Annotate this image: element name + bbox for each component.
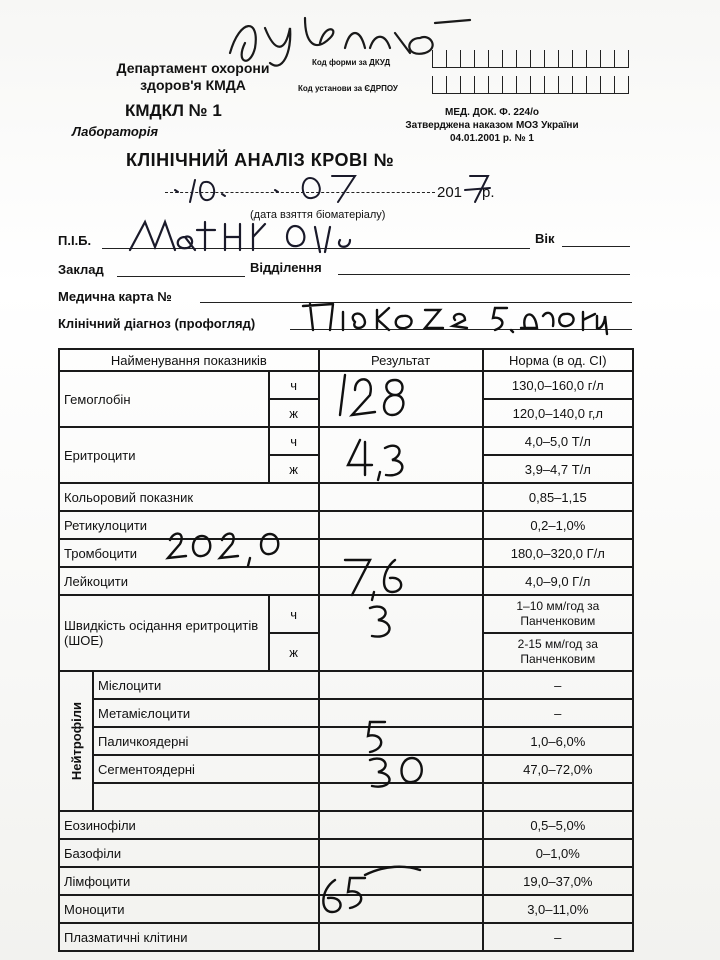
- header-result: Результат: [319, 349, 483, 371]
- table-row: Моноцити 3,0–11,0%: [59, 895, 633, 923]
- hospital-name: КМДКЛ № 1: [125, 101, 222, 120]
- diagnosis-label: Клінічний діагноз (профогляд): [58, 316, 256, 331]
- table-row: ж 120,0–140,0 г,л: [59, 399, 633, 427]
- table-row: Гемоглобін ч 130,0–160,0 г/л: [59, 371, 633, 399]
- department-field[interactable]: [338, 274, 630, 275]
- table-row: Базофіли 0–1,0%: [59, 839, 633, 867]
- table-row: Лейкоцити 4,0–9,0 Г/л: [59, 567, 633, 595]
- age-label: Вік: [535, 231, 555, 246]
- header-indicator: Найменування показників: [59, 349, 319, 371]
- table-row: ж 2-15 мм/год за Панченковим: [59, 633, 633, 671]
- med-doc-code: МЕД. ДОК. Ф. 224/о: [445, 107, 539, 118]
- neutrophils-group: Нейтрофіли: [59, 671, 93, 811]
- table-row: ж 3,9–4,7 Т/л: [59, 455, 633, 483]
- table-row: Плазматичні клітини –: [59, 923, 633, 951]
- handwritten-diagnosis: [285, 292, 685, 347]
- department-name-line2: здоров'я КМДА: [140, 77, 246, 93]
- medical-card-label: Медична карта №: [58, 289, 172, 304]
- table-row: Нейтрофіли Мієлоцити –: [59, 671, 633, 699]
- institution-label: Заклад: [58, 262, 104, 277]
- table-row: Ретикулоцити 0,2–1,0%: [59, 511, 633, 539]
- approved-date: 04.01.2001 р. № 1: [450, 133, 534, 144]
- department-header: [98, 60, 288, 94]
- date-caption: (дата взяття біоматеріалу): [250, 209, 386, 221]
- table-row: Швидкість осідання еритроцитів (ШОЕ) ч 1–10 мм/год за Панченковим: [59, 595, 633, 633]
- code-edrpou-boxes: [432, 76, 629, 94]
- approved-by: Затверджена наказом МОЗ України: [405, 120, 579, 131]
- table-row: Кольоровий показник 0,85–1,15: [59, 483, 633, 511]
- handwritten-results: [160, 360, 460, 920]
- code-dkud-boxes: [432, 50, 629, 68]
- header-norm: Норма (в од. СІ): [483, 349, 633, 371]
- table-row: Метамієлоцити –: [59, 699, 633, 727]
- department-name: Департамент охорони: [116, 60, 270, 76]
- age-field[interactable]: [562, 246, 630, 247]
- medical-document-info: [372, 106, 612, 145]
- table-row: Тромбоцити 180,0–320,0 Г/л: [59, 539, 633, 567]
- code-edrpou-label: Код установи за ЄДРПОУ: [298, 84, 398, 93]
- table-row: Паличкоядерні 1,0–6,0%: [59, 727, 633, 755]
- institution-field[interactable]: [117, 276, 245, 277]
- code-dkud-label: Код форми за ДКУД: [312, 58, 391, 67]
- laboratory-label: Лабораторія: [72, 124, 159, 139]
- table-row: Еозинофіли 0,5–5,0%: [59, 811, 633, 839]
- table-row: Сегментоядерні 47,0–72,0%: [59, 755, 633, 783]
- department-field-label: Відділення: [250, 260, 322, 275]
- table-row: Лімфоцити 19,0–37,0%: [59, 867, 633, 895]
- table-row: Еритроцити ч 4,0–5,0 Т/л: [59, 427, 633, 455]
- page-title: КЛІНІЧНИЙ АНАЛІЗ КРОВІ №: [126, 150, 395, 170]
- date-year: 201 р.: [437, 184, 495, 201]
- handwritten-name: [125, 212, 425, 257]
- hemoglobin-name: Гемоглобін: [59, 371, 269, 427]
- name-label: П.І.Б.: [58, 233, 92, 248]
